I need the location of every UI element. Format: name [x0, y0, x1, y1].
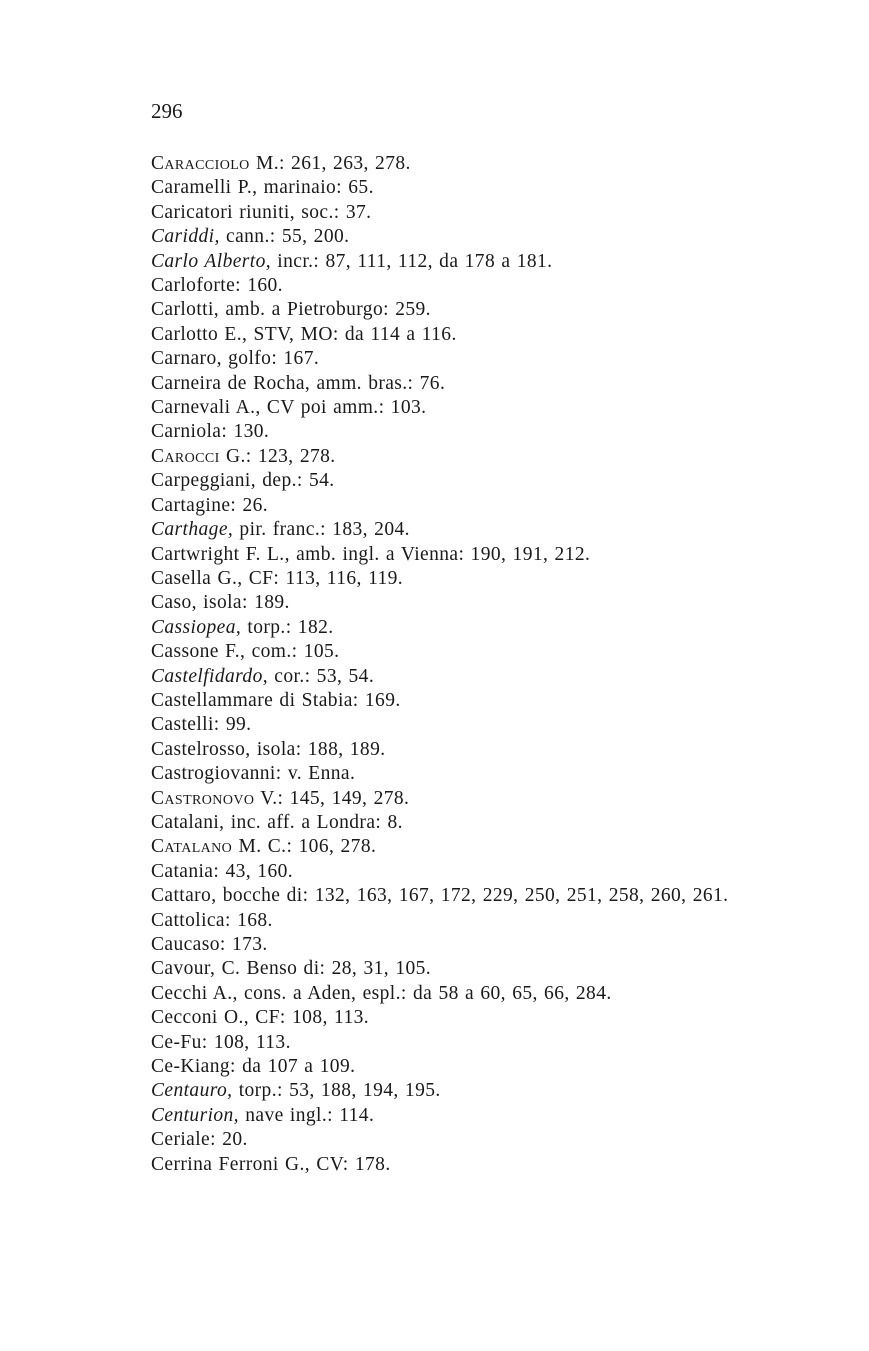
index-entry: [151, 787, 728, 811]
index-entry: [151, 298, 728, 322]
index-entry-heading: Centauro,: [151, 1080, 233, 1102]
index-entry-text: Cecchi A., cons. a Aden, espl.: da 58 a 60, 65, 66, 284.: [151, 982, 612, 1004]
index-entry-text: Cavour, C. Benso di: 28, 31, 105.: [151, 958, 432, 980]
index-entry-text: Catania: 43, 160.: [151, 860, 294, 882]
index-entry-text: incr.: 87, 111, 112, da 178 a 181.: [271, 250, 553, 272]
index-entry: [151, 982, 728, 1006]
index-entry: [151, 1006, 728, 1030]
index-entry: [151, 1104, 728, 1128]
index-entry: [151, 957, 728, 981]
index-entry-text: : 261, 263, 278.: [278, 153, 411, 174]
index-entry-text: nave ingl.: 114.: [238, 1104, 375, 1126]
index-entry: [151, 543, 728, 567]
index-entry: [151, 884, 728, 908]
index-entry-text: Carniola: 130.: [151, 421, 270, 443]
index-entry-text: Castrogiovanni: v. Enna.: [151, 763, 356, 785]
index-entry: [151, 152, 728, 176]
index-entry-text: Cattaro, bocche di: 132, 163, 167, 172, 229, 250, 251, 258, 260, 261.: [151, 885, 729, 907]
index-entry: [151, 469, 728, 493]
index-entry-heading: Carocci G.: [151, 445, 246, 467]
index-entry: [151, 274, 728, 298]
index-entry-text: Castelli: 99.: [151, 714, 252, 736]
index-entry-text: Caramelli P., marinaio: 65.: [151, 177, 374, 199]
index-entry: [151, 1055, 728, 1079]
index-entry-text: Carloforte: 160.: [151, 275, 283, 297]
index-entry-text: Carnevali A., CV poi amm.: 103.: [151, 397, 427, 419]
index-entry: [151, 494, 728, 518]
index-entry: [151, 567, 728, 591]
index-entry: [151, 909, 728, 933]
index-entry-text: : 123, 278.: [245, 445, 336, 467]
index-entry: [151, 713, 728, 737]
index-entry-heading: Catalano M. C.: [151, 836, 287, 858]
index-entry-text: Cattolica: 168.: [151, 909, 273, 931]
index-entry: [151, 738, 728, 762]
index-entry-text: Carneira de Rocha, amm. bras.: 76.: [151, 372, 446, 394]
index-entry-text: Cecconi O., CF: 108, 113.: [151, 1007, 370, 1029]
index-entry-heading: Carthage,: [151, 519, 234, 541]
index-entry: [151, 323, 728, 347]
index-entry-text: Caucaso: 173.: [151, 934, 268, 955]
index-entry: [151, 665, 728, 689]
index-entry-text: Cartagine: 26.: [151, 494, 269, 516]
index-entry: [151, 396, 728, 420]
index-entry: [151, 616, 728, 640]
index-entry: [151, 591, 728, 615]
index-entry-text: Ceriale: 20.: [151, 1129, 248, 1151]
index-entry: [151, 201, 728, 225]
index-entry: [151, 420, 728, 444]
index-entry-text: : 145, 149, 278.: [277, 787, 410, 809]
index-entry-text: Cerrina Ferroni G., CV: 178.: [151, 1153, 391, 1175]
index-entry: [151, 250, 728, 274]
index-entry-heading: Castelfidardo,: [151, 665, 269, 687]
index-entry-text: Carpeggiani, dep.: 54.: [151, 470, 335, 492]
index-entry: [151, 347, 728, 371]
index-entry-heading: Castronovo V.: [151, 787, 278, 809]
index-entry-heading: Caracciolo M.: [151, 153, 279, 174]
index-entry-text: Carlotto E., STV, MO: da 114 a 116.: [151, 323, 457, 345]
index-entry: [151, 225, 728, 249]
index-entry-text: pir. franc.: 183, 204.: [233, 519, 410, 541]
index-entry: [151, 1079, 728, 1103]
index-entry-text: cann.: 55, 200.: [219, 226, 350, 248]
index-entry-heading: Cassiopea,: [151, 616, 242, 638]
index-entry: [151, 811, 728, 835]
index-entry-text: Cartwright F. L., amb. ingl. a Vienna: 190, 191, 212.: [151, 543, 591, 565]
index-entry-text: torp.: 53, 188, 194, 195.: [232, 1080, 441, 1102]
index-entry-heading: Cariddi,: [151, 226, 220, 248]
index-entry-text: Caricatori riuniti, soc.: 37.: [151, 201, 372, 223]
index-entry: [151, 1153, 728, 1177]
index-entry-text: Ce-Fu: 108, 113.: [151, 1031, 291, 1053]
index-entry-text: Caso, isola: 189.: [151, 592, 290, 614]
index-entry: [151, 176, 728, 200]
index-entry: [151, 518, 728, 542]
index-entry: [151, 860, 728, 884]
index-entry-text: torp.: 182.: [241, 616, 334, 638]
index-entry: [151, 689, 728, 713]
index-entry-text: Ce-Kiang: da 107 a 109.: [151, 1056, 356, 1078]
index-entry-text: : 106, 278.: [286, 836, 377, 858]
index-entry: [151, 640, 728, 664]
index-entry: [151, 445, 728, 469]
index-entry-text: Cassone F., com.: 105.: [151, 641, 340, 663]
index-entry: [151, 933, 728, 957]
index-entry: [151, 835, 728, 859]
index-entry-text: Carnaro, golfo: 167.: [151, 348, 320, 370]
index-entry-text: Casella G., CF: 113, 116, 119.: [151, 567, 404, 589]
index-entry-heading: Centurion,: [151, 1104, 239, 1126]
index-entry: [151, 1128, 728, 1152]
index-entry: [151, 372, 728, 396]
index-entry: [151, 762, 728, 786]
index-entry-text: Castelrosso, isola: 188, 189.: [151, 738, 386, 760]
index-entry-text: cor.: 53, 54.: [268, 665, 375, 687]
index-entry-heading: Carlo Alberto,: [151, 250, 272, 272]
index-entry-text: Catalani, inc. aff. a Londra: 8.: [151, 811, 403, 833]
page-number: 296: [151, 99, 183, 123]
index-entry-text: Carlotti, amb. a Pietroburgo: 259.: [151, 299, 431, 321]
index-entry: [151, 1031, 728, 1055]
index-entry-list: [151, 152, 728, 1177]
index-entry-text: Castellammare di Stabia: 169.: [151, 689, 401, 711]
